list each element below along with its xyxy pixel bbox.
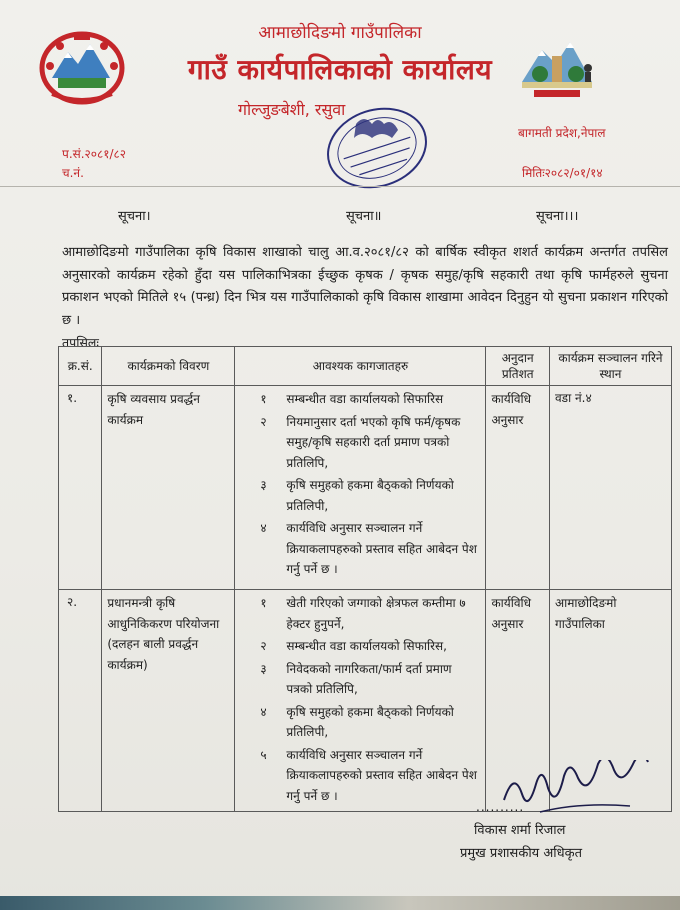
grant-percentage: कार्यविधि अनुसार (486, 386, 550, 590)
notice-body: आमाछोदिङमो गाउँपालिका कृषि विकास शाखाको चालु आ.व.२०८१/८२ को बार्षिक स्वीकृत शशर्त कार्यक्रम अन्तर्गत तपसिल अनुसारको कार्यक्रम रहेको हुँदा यस पालिकाभित्रका ईच्छुक कृषक / कृषक समुह/कृषि सहकारी तथा कृषि फार्महरुले सुचना प्रकाशन भएको मितिले १५ (पन्ध्र) दिन भित्र यस गाउँपालिकाको कृषि विकास शाखामा आवेदन दिनुहुन यो सुचना प्रकाशन गरिएको छ । (62, 245, 668, 328)
document-item: ४ कृषि समुहको हकमा बैठ्कको निर्णयको प्रतिलिपी, (260, 704, 454, 739)
program-description: कृषि व्यवसाय प्रवर्द्धन कार्यक्रम (102, 386, 235, 590)
table-header-row (59, 347, 672, 386)
program-table (58, 346, 672, 812)
serial-number: १. (59, 386, 102, 590)
serial-number: २. (59, 590, 102, 812)
column-header: कार्यक्रमको विवरण (102, 347, 235, 386)
official-stamp-icon (322, 102, 432, 194)
office-title: गाउँ कार्यपालिकाको कार्यालय (187, 53, 493, 86)
column-header: अनुदान प्रतिशत (486, 347, 550, 386)
signatory-name: विकास शर्मा रिजाल (474, 823, 566, 838)
province-text: बागमती प्रदेश,नेपाल (518, 126, 606, 140)
notice-heading-3: सूचना।।। (536, 209, 579, 224)
table-row (59, 386, 672, 590)
program-location: आमाछोदिङमो गाउँपालिका (549, 590, 671, 812)
document-item: ४ कार्यविधि अनुसार सञ्चालन गर्ने क्रियाकलापहरुको प्रस्ताव सहित आबेदन पेश गर्नु पर्ने छ । (260, 521, 477, 576)
notice-heading-1: सूचना। (118, 209, 151, 224)
document-item: १ खेती गरिएको जग्गाको क्षेत्रफल कम्तीमा ७ हेक्टर हुनुपर्ने, (260, 596, 466, 631)
municipality-name: आमाछोदिङमो गाउँपालिका (258, 23, 422, 43)
signature-line: .......... (476, 800, 525, 814)
document-item: ३ निवेदकको नागरिकता/फार्म दर्ता प्रमाण पत्रको प्रतिलिपि, (260, 661, 452, 696)
notice-date: मितिः२०८२/०१/१४ (522, 166, 603, 180)
column-header: आवश्यक कागजातहरु (235, 347, 486, 386)
background-strip (0, 896, 680, 910)
column-header: क्र.सं. (59, 347, 102, 386)
document-item: २ सम्बन्धीत वडा कार्यालयको सिफारिस, (260, 639, 447, 653)
signatory-title: प्रमुख प्रशासकीय अधिकृत (460, 846, 583, 861)
grant-percentage: कार्यविधि अनुसार (486, 590, 550, 812)
required-documents (235, 590, 486, 812)
required-documents (235, 386, 486, 590)
header-divider (0, 186, 680, 187)
office-address: गोल्जुङबेशी, रसुवा (238, 100, 346, 119)
document-item: १ सम्बन्धीत वडा कार्यालयको सिफारिस (260, 392, 444, 406)
program-location: वडा नं.४ (549, 386, 671, 590)
document-item: ५ कार्यविधि अनुसार सञ्चालन गर्ने क्रियाकलापहरुको प्रस्ताव सहित आबेदन पेश गर्नु पर्ने छ । (260, 747, 477, 803)
reference-number: प.सं.२०८१/८२ (62, 147, 127, 161)
dispatch-number: च.नं. (62, 166, 84, 180)
document-item: २ नियमानुसार दर्ता भएको कृषि फर्म/कृषक समुह/कृषि सहकारी दर्ता प्रमाण पत्रको प्रतिलिपि, (260, 414, 461, 470)
column-header: कार्यक्रम सञ्चालन गरिने स्थान (549, 347, 671, 386)
program-description: प्रधानमन्त्री कृषि आधुनिकिकरण परियोजना (दलहन बाली प्रवर्द्धन कार्यक्रम) (102, 590, 235, 812)
document-item: ३ कृषि समुहको हकमा बैठ्कको निर्णयको प्रतिलिपी, (260, 478, 454, 513)
details-label: तपसिलः (62, 335, 99, 350)
notice-heading-2: सूचना॥ (346, 209, 382, 224)
